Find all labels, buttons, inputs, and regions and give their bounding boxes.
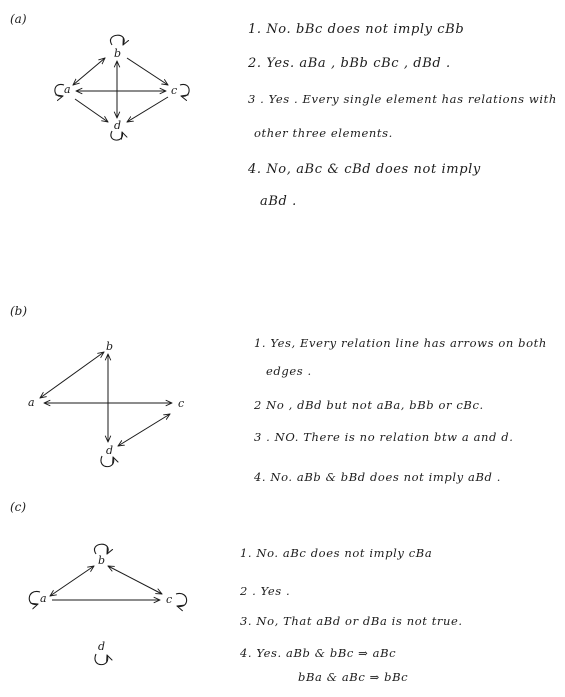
self-loop-d <box>95 654 108 665</box>
node-d: d <box>114 119 122 132</box>
answer-b-2: 2 No , dBd but not aBa, bBb or cBc. <box>254 398 484 412</box>
edge-c-d <box>127 97 168 122</box>
node-a: a <box>28 396 35 409</box>
self-loop-a <box>29 591 40 604</box>
node-c: c <box>171 84 178 97</box>
answer-a-1: 1. No. bBc does not imply cBb <box>248 22 465 37</box>
node-d: d <box>98 640 106 653</box>
answer-c-2: 2 . Yes . <box>240 584 291 598</box>
edge-b-c <box>127 58 168 85</box>
self-loop-b <box>110 35 124 45</box>
answer-a-4: 4. No, aBc & cBd does not imply <box>248 162 481 177</box>
node-a: a <box>64 83 71 96</box>
node-b: b <box>106 340 114 353</box>
self-loop-b <box>94 544 108 554</box>
diagram-c <box>14 532 214 682</box>
answer-c-4-cont: bBa & aBc ⇒ bBc <box>298 670 409 684</box>
answer-b-1-cont: edges . <box>266 364 312 378</box>
self-loop-a <box>55 84 64 96</box>
edge-a-b <box>73 58 105 85</box>
section-b-label: (b) <box>10 304 28 318</box>
node-d: d <box>106 444 114 457</box>
self-loop-d <box>101 456 114 467</box>
node-b: b <box>114 47 122 60</box>
edge-a-d <box>75 99 108 122</box>
self-loop-c <box>180 84 189 96</box>
diagram-a <box>30 25 230 155</box>
answer-a-3: 3 . Yes . Every single element has relations with <box>248 92 557 106</box>
answer-a-2: 2. Yes. aBa , bBb cBc , dBd . <box>248 56 451 71</box>
answer-b-3: 3 . NO. There is no relation btw a and d. <box>254 430 514 444</box>
answer-a-4-cont: aBd . <box>260 194 297 209</box>
answer-a-3-cont: other three elements. <box>254 126 393 140</box>
diagram-b <box>20 338 220 478</box>
answer-c-4: 4. Yes. aBb & bBc ⇒ aBc <box>240 646 397 660</box>
section-a-label: (a) <box>10 12 27 26</box>
answer-c-1: 1. No. aBc does not imply cBa <box>240 546 433 560</box>
edge-b-c <box>108 566 162 594</box>
answer-b-1: 1. Yes, Every relation line has arrows on both <box>254 336 547 350</box>
section-c-label: (c) <box>10 500 27 514</box>
edge-c-d <box>118 414 170 446</box>
node-c: c <box>166 593 173 606</box>
answer-c-3: 3. No, That aBd or dBa is not true. <box>240 614 463 628</box>
self-loop-d <box>111 131 123 140</box>
answer-b-4: 4. No. aBb & bBd does not imply aBd . <box>254 470 501 484</box>
node-a: a <box>40 592 47 605</box>
edge-a-b <box>50 566 94 596</box>
node-b: b <box>98 554 106 567</box>
edge-a-b <box>40 352 104 398</box>
node-c: c <box>178 397 185 410</box>
self-loop-c <box>176 593 187 606</box>
